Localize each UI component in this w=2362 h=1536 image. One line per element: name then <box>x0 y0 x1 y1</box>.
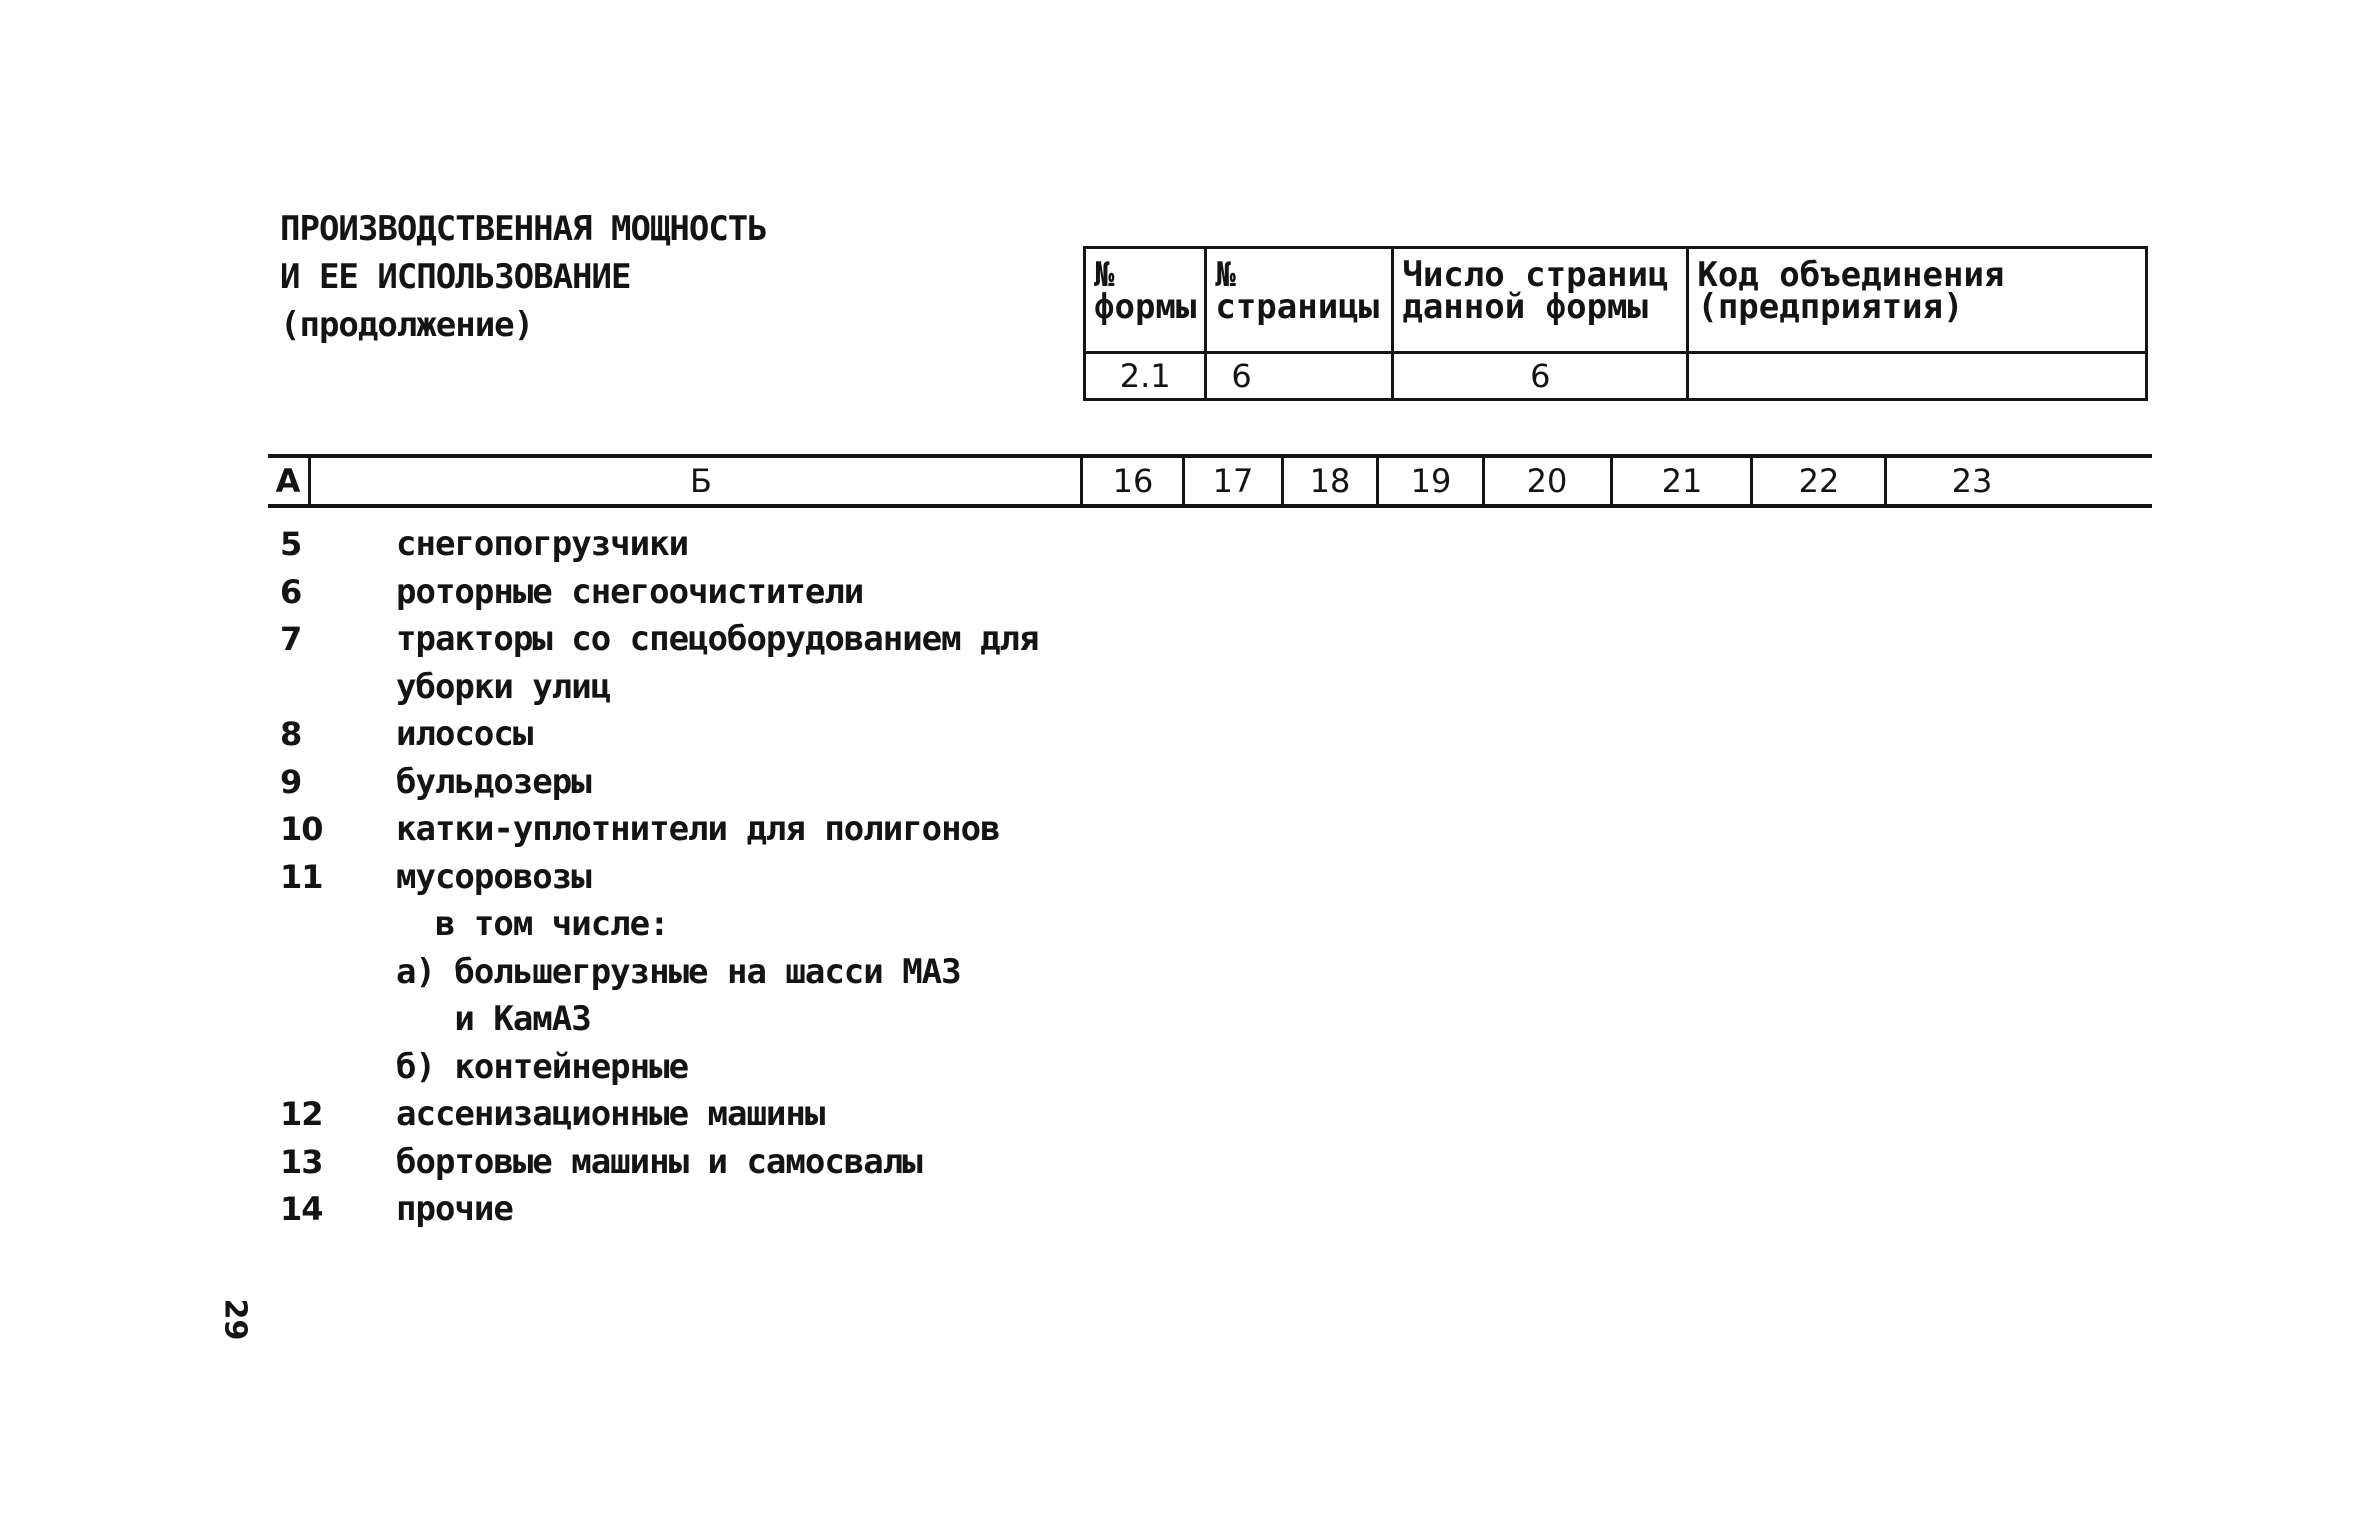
row-text: бульдозеры <box>396 762 591 802</box>
org-code-label: Код объединения (предприятия) <box>1688 248 2147 353</box>
row-number: 9 <box>280 763 302 801</box>
row-number: 13 <box>280 1143 323 1181</box>
form-no-value: 2.1 <box>1085 353 1206 400</box>
column-b: Б <box>690 462 712 500</box>
row-number: 11 <box>280 858 323 896</box>
row-number: 14 <box>280 1190 323 1228</box>
column-22: 22 <box>1798 462 1840 500</box>
row-text: и КамАЗ <box>396 999 591 1039</box>
row-number: 5 <box>280 525 302 563</box>
column-17: 17 <box>1212 462 1254 500</box>
row-text: б) контейнерные <box>396 1047 689 1087</box>
row-text: в том числе: <box>396 904 669 944</box>
row-number: 7 <box>280 620 302 658</box>
column-a: А <box>275 462 301 500</box>
column-16: 16 <box>1112 462 1154 500</box>
row-text: катки-уплотнители для полигонов <box>396 809 1000 849</box>
org-code-value <box>1688 353 2147 400</box>
column-20: 20 <box>1526 462 1568 500</box>
form-no-label: № формы <box>1085 248 1206 353</box>
row-text: тракторы со спецоборудованием для <box>396 619 1039 659</box>
page-no-label: № страницы <box>1206 248 1393 353</box>
row-text: ассенизационные машины <box>396 1094 825 1134</box>
row-number: 12 <box>280 1095 323 1133</box>
row-text: мусоровозы <box>396 857 591 897</box>
pages-count-label: Число страниц данной формы <box>1393 248 1688 353</box>
column-header-strip <box>268 454 2152 508</box>
row-text: уборки улиц <box>396 667 611 707</box>
page-no-value: 6 <box>1206 353 1393 400</box>
row-text: илососы <box>396 714 533 754</box>
row-text: снегопогрузчики <box>396 524 689 564</box>
form-header-table <box>1083 246 2148 401</box>
column-23: 23 <box>1951 462 1993 500</box>
column-21: 21 <box>1661 462 1703 500</box>
row-number: 6 <box>280 573 302 611</box>
row-text: роторные снегоочистители <box>396 572 864 612</box>
document-title <box>280 205 767 349</box>
title-line-2: И ЕЕ ИСПОЛЬЗОВАНИЕ <box>280 257 631 297</box>
row-text: прочие <box>396 1189 513 1229</box>
row-number: 10 <box>280 810 323 848</box>
title-line-1: ПРОИЗВОДСТВЕННАЯ МОЩНОСТЬ <box>280 209 767 249</box>
row-text: бортовые машины и самосвалы <box>396 1142 922 1182</box>
column-19: 19 <box>1410 462 1452 500</box>
row-text: а) большегрузные на шасси МАЗ <box>396 952 961 992</box>
row-number: 8 <box>280 715 302 753</box>
pages-count-value: 6 <box>1393 353 1688 400</box>
title-line-3: (продолжение) <box>280 305 534 345</box>
page-number: 29 <box>217 1298 253 1341</box>
column-18: 18 <box>1309 462 1351 500</box>
